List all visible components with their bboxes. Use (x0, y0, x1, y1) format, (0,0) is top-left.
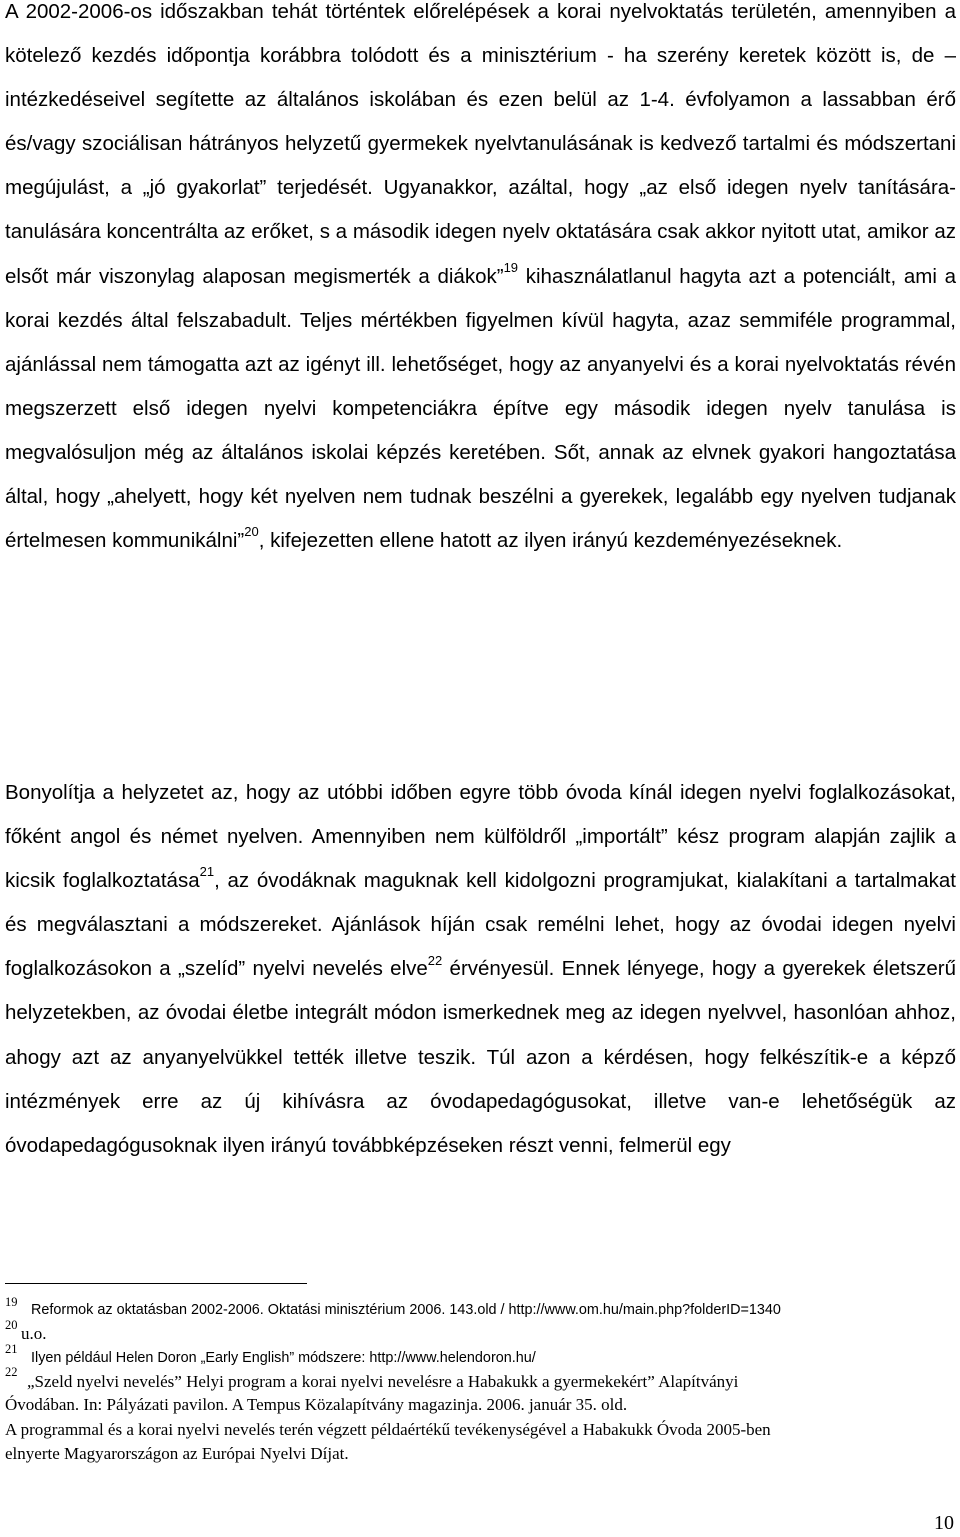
footnote-text: Ilyen például Helen Doron „Early English” módszere: http://www.helendoron.hu/ (31, 1350, 536, 1366)
paragraph-text: kihasználatlanul hagyta azt a potenciált, ami a korai kezdés által felszabadult. Teljes mértékben figyelmen kívül hagyta, azaz semmiféle programmal, ajánlással nem támogatta azt az igényt ill. lehetőséget, hogy az anyanyelvi és a korai nyelvoktatás révén megszerzett első idegen nyelvi kompetenciákra építve egy második idegen nyelv tanulása is megvalósuljon még az általános iskolai képzés keretében. Sőt, annak az elvnek gyakori hangoztatása által, hogy „ahelyett, hogy két nyelven nem tudnak beszélni a gyerekek, legalább egy nyelven tudjanak értelmesen kommunikálni” (5, 264, 956, 553)
footnote-note-line: elnyerte Magyarországon az Európai Nyelvi Díjat. (5, 1444, 349, 1463)
footnote-text: u.o. (21, 1324, 47, 1343)
body-paragraph (5, 0, 956, 563)
footnote-note-line: A programmal és a korai nyelvi nevelés terén végzett példaértékű tevékenységével a Habakukk Óvoda 2005-ben (5, 1420, 771, 1439)
paragraph-text: A 2002-2006-os időszakban tehát történtek előrelépések a korai nyelvoktatás területén, amennyiben a kötelező kezdés időpontja korábbra tolódott és a minisztérium - ha szerény keretek között is, de – intézkedéseivel segítette az általános iskolában és ezen belül az 1-4. évfolyamon a lassabban érő és/vagy szociálisan hátrányos helyzetű gyermekek nyelvtanulásának is kedvező tartalmi és módszertani megújulást, a „jó gyakorlat” terjedését. Ugyanakkor, azáltal, hogy „az első idegen nyelv tanítására-tanulására koncentrálta az erőket, s a második idegen nyelv oktatására csak akkor nyitott utat, amikor az elsőt már viszonylag alaposan megismerték a diákok” (5, 0, 956, 288)
footnote-continuation: Óvodában. In: Pályázati pavilon. A Tempus Közalapítvány magazinja. 2006. január 35. old. (5, 1395, 628, 1414)
paragraph-text: , kifejezetten ellene hatott az ilyen irányú kezdeményezéseknek. (258, 529, 843, 553)
footnote-reference[interactable]: 19 (503, 259, 519, 275)
footnote-number: 20 (5, 1318, 18, 1332)
footnote-number: 22 (5, 1365, 18, 1379)
footnote-number: 21 (5, 1342, 18, 1356)
footnote-reference[interactable]: 21 (199, 864, 215, 880)
paragraph-text: , az óvodáknak maguknak kell kidolgozni programjukat, kialakítani a tartalmakat és megválasztani a módszereket. Ajánlások híján csak remélni lehet, hogy az óvodai idegen nyelvi foglalkozásokon a „szelíd” nyelvi nevelés elve (5, 869, 956, 981)
footnote-reference[interactable]: 22 (427, 952, 443, 968)
footnote-reference[interactable]: 20 (244, 524, 259, 540)
body-paragraph (5, 771, 956, 1168)
page-number: 10 (934, 1512, 954, 1534)
footnote-text: Reformok az oktatásban 2002-2006. Oktatási minisztérium 2006. 143.old / http://www.om.hu/main.php?folderID=1340 (31, 1302, 781, 1318)
paragraph-text: Bonyolítja a helyzetet az, hogy az utóbbi időben egyre több óvoda kínál idegen nyelvi foglalkozásokat, főként angol és német nyelven. Amennyiben nem külföldről „importált” kész program alapján zajlik a kicsik foglalkoztatása (5, 781, 956, 893)
footnote-number: 19 (5, 1295, 18, 1309)
paragraph-text: érvényesül. Ennek lényege, hogy a gyerekek életszerű helyzetekben, az óvodai életbe integrált módon ismerkednek meg az idegen nyelvvel, hasonlóan ahhoz, ahogy azt az anyanyelvükkel tették illetve teszik. Túl azon a kérdésen, hogy felkészítik-e a képző intézmények erre az új kihívásra az óvodapedagógusokat, illetve van-e lehetőségük az óvodapedagógusoknak ilyen irányú továbbképzéseken részt venni, felmerül egy (5, 957, 956, 1157)
footnote-separator (5, 1283, 307, 1284)
footnote-text: „Szeld nyelvi nevelés” Helyi program a korai nyelvi nevelésre a Habakukk a gyermekekért” Alapítványi (27, 1372, 739, 1391)
